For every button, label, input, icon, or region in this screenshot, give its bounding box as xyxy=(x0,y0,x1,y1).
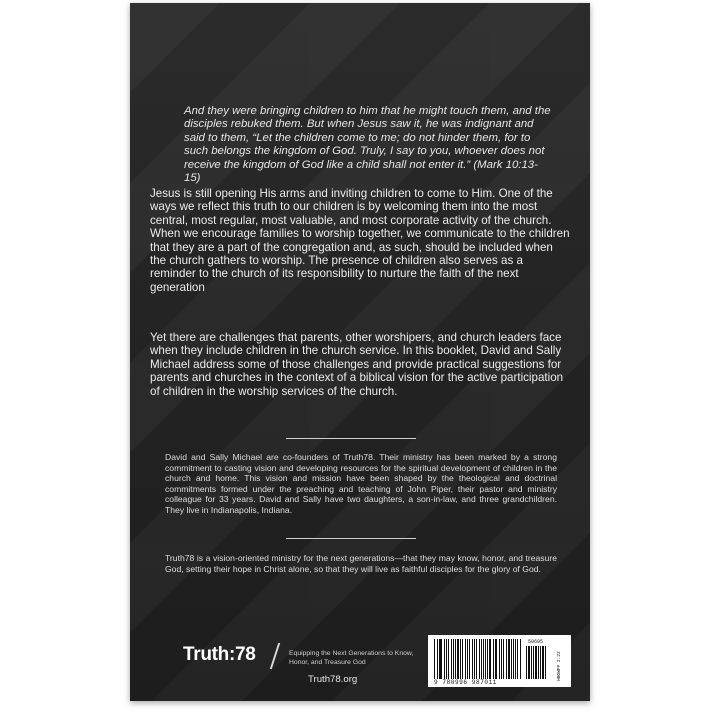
barcode-bar xyxy=(437,639,438,679)
barcode-bar xyxy=(481,639,482,679)
barcode-bar xyxy=(444,639,445,679)
barcode-bar xyxy=(483,639,484,679)
barcode-bar xyxy=(535,646,537,679)
barcode-bar xyxy=(476,639,477,679)
barcode-bar xyxy=(485,639,486,679)
barcode-bar xyxy=(487,639,488,679)
truth78-logo: Truth:78 xyxy=(183,644,256,665)
barcode-bar xyxy=(469,639,470,679)
logo-slash-divider xyxy=(270,643,280,669)
barcode-bar xyxy=(526,646,527,679)
isbn-barcode xyxy=(428,635,571,687)
description-paragraph-2: Yet there are challenges that parents, other worshipers, and church leaders face when they include children in the church service. In this booklet, David and Sally Michael address some of those challenges and provide practical suggestions for parents and churches in the context of a biblical vision for the active participation of children in the worship services of the church. xyxy=(150,331,564,398)
barcode-bar xyxy=(493,639,494,679)
barcode-side-code: HBOWFP 2.22 xyxy=(557,651,562,681)
scripture-quote: And they were bringing children to him that he might touch them, and the disciples rebuked them. But when Jesus saw it, he was indignant and said to them, “Let the children come to me; do not hinder them, for to such belongs the kingdom of God. Truly, I say to you, whoever does not receive the kingdom of God like a child shall not enter it.” (Mark 10:13-15) xyxy=(184,105,551,185)
barcode-bar xyxy=(479,639,480,679)
barcode-bar xyxy=(511,639,512,679)
barcode-bar xyxy=(472,639,473,679)
barcode-bar xyxy=(515,639,516,679)
barcode-isbn-number: 9 780996 987011 xyxy=(434,679,498,686)
barcode-bar xyxy=(440,639,442,679)
description-paragraph-1: Jesus is still opening His arms and inviting children to come to Him. One of the ways we reflect this truth to our children is by welcoming them into the most central, most regular, most valuable, and most corporate activity of the church. When we encourage families to worship together, we communicate to the children that they are a part of the congregation and, as such, should be included when the church gathers to worship. The presence of children also serves as a reminder to the church of its responsibility to nurture the faith of the next generation xyxy=(150,187,570,294)
divider-rule xyxy=(286,538,416,539)
barcode-bar xyxy=(508,639,510,679)
barcode-bar xyxy=(455,639,456,679)
barcode-bar xyxy=(495,639,496,679)
barcode-bar xyxy=(465,639,466,679)
barcode-bar xyxy=(460,639,461,679)
divider-rule xyxy=(286,438,416,439)
barcode-bar xyxy=(540,646,541,679)
barcode-bar xyxy=(467,639,468,679)
barcode-bar xyxy=(513,639,514,679)
barcode-bars xyxy=(434,639,522,679)
barcode-bar xyxy=(489,639,491,679)
barcode-bar xyxy=(501,639,502,679)
barcode-addon-bars xyxy=(526,646,550,679)
barcode-bar xyxy=(499,639,500,679)
barcode-bar xyxy=(439,639,440,679)
barcode-addon-number: 50695 xyxy=(528,639,544,645)
barcode-bar xyxy=(474,639,476,679)
book-back-cover xyxy=(130,3,590,701)
barcode-bar xyxy=(545,646,546,679)
barcode-bar xyxy=(542,646,544,679)
barcode-bar xyxy=(446,639,447,679)
barcode-bar xyxy=(528,646,530,679)
barcode-bar xyxy=(457,639,459,679)
barcode-bar xyxy=(496,639,497,679)
website-link: Truth78.org xyxy=(308,674,358,685)
brand-tagline: Equipping the Next Generations to Know, Honor, and Treasure God xyxy=(289,650,414,666)
barcode-bar xyxy=(503,639,504,679)
author-bio: David and Sally Michael are co-founders of Truth78. Their ministry has been marked by a strong commitment to casting vision and developing resources for the spiritual development of children in the church and home. This vision and mission have been shaped by the theological and doctrinal commitments formed under the preaching and teaching of John Piper, their pastor and ministry colleague for 33 years. David and Sally have two daughters, a son-in-law, and three grandchildren. They live in Indianapolis, Indiana. xyxy=(165,452,557,515)
barcode-bar xyxy=(434,639,435,679)
barcode-bar xyxy=(506,639,507,679)
barcode-bar xyxy=(531,646,532,679)
barcode-bar xyxy=(448,639,449,679)
barcode-bar xyxy=(453,639,454,679)
barcode-bar xyxy=(462,639,463,679)
barcode-bar xyxy=(517,639,518,679)
barcode-bar xyxy=(451,639,452,679)
ministry-statement: Truth78 is a vision-oriented ministry for the next generations—that they may know, honor, and treasure God, setting their hope in Christ alone, so that they will live as faithful disciples for the glory of God. xyxy=(165,553,557,574)
barcode-bar xyxy=(533,646,534,679)
barcode-bar xyxy=(538,646,539,679)
barcode-bar xyxy=(520,639,521,679)
